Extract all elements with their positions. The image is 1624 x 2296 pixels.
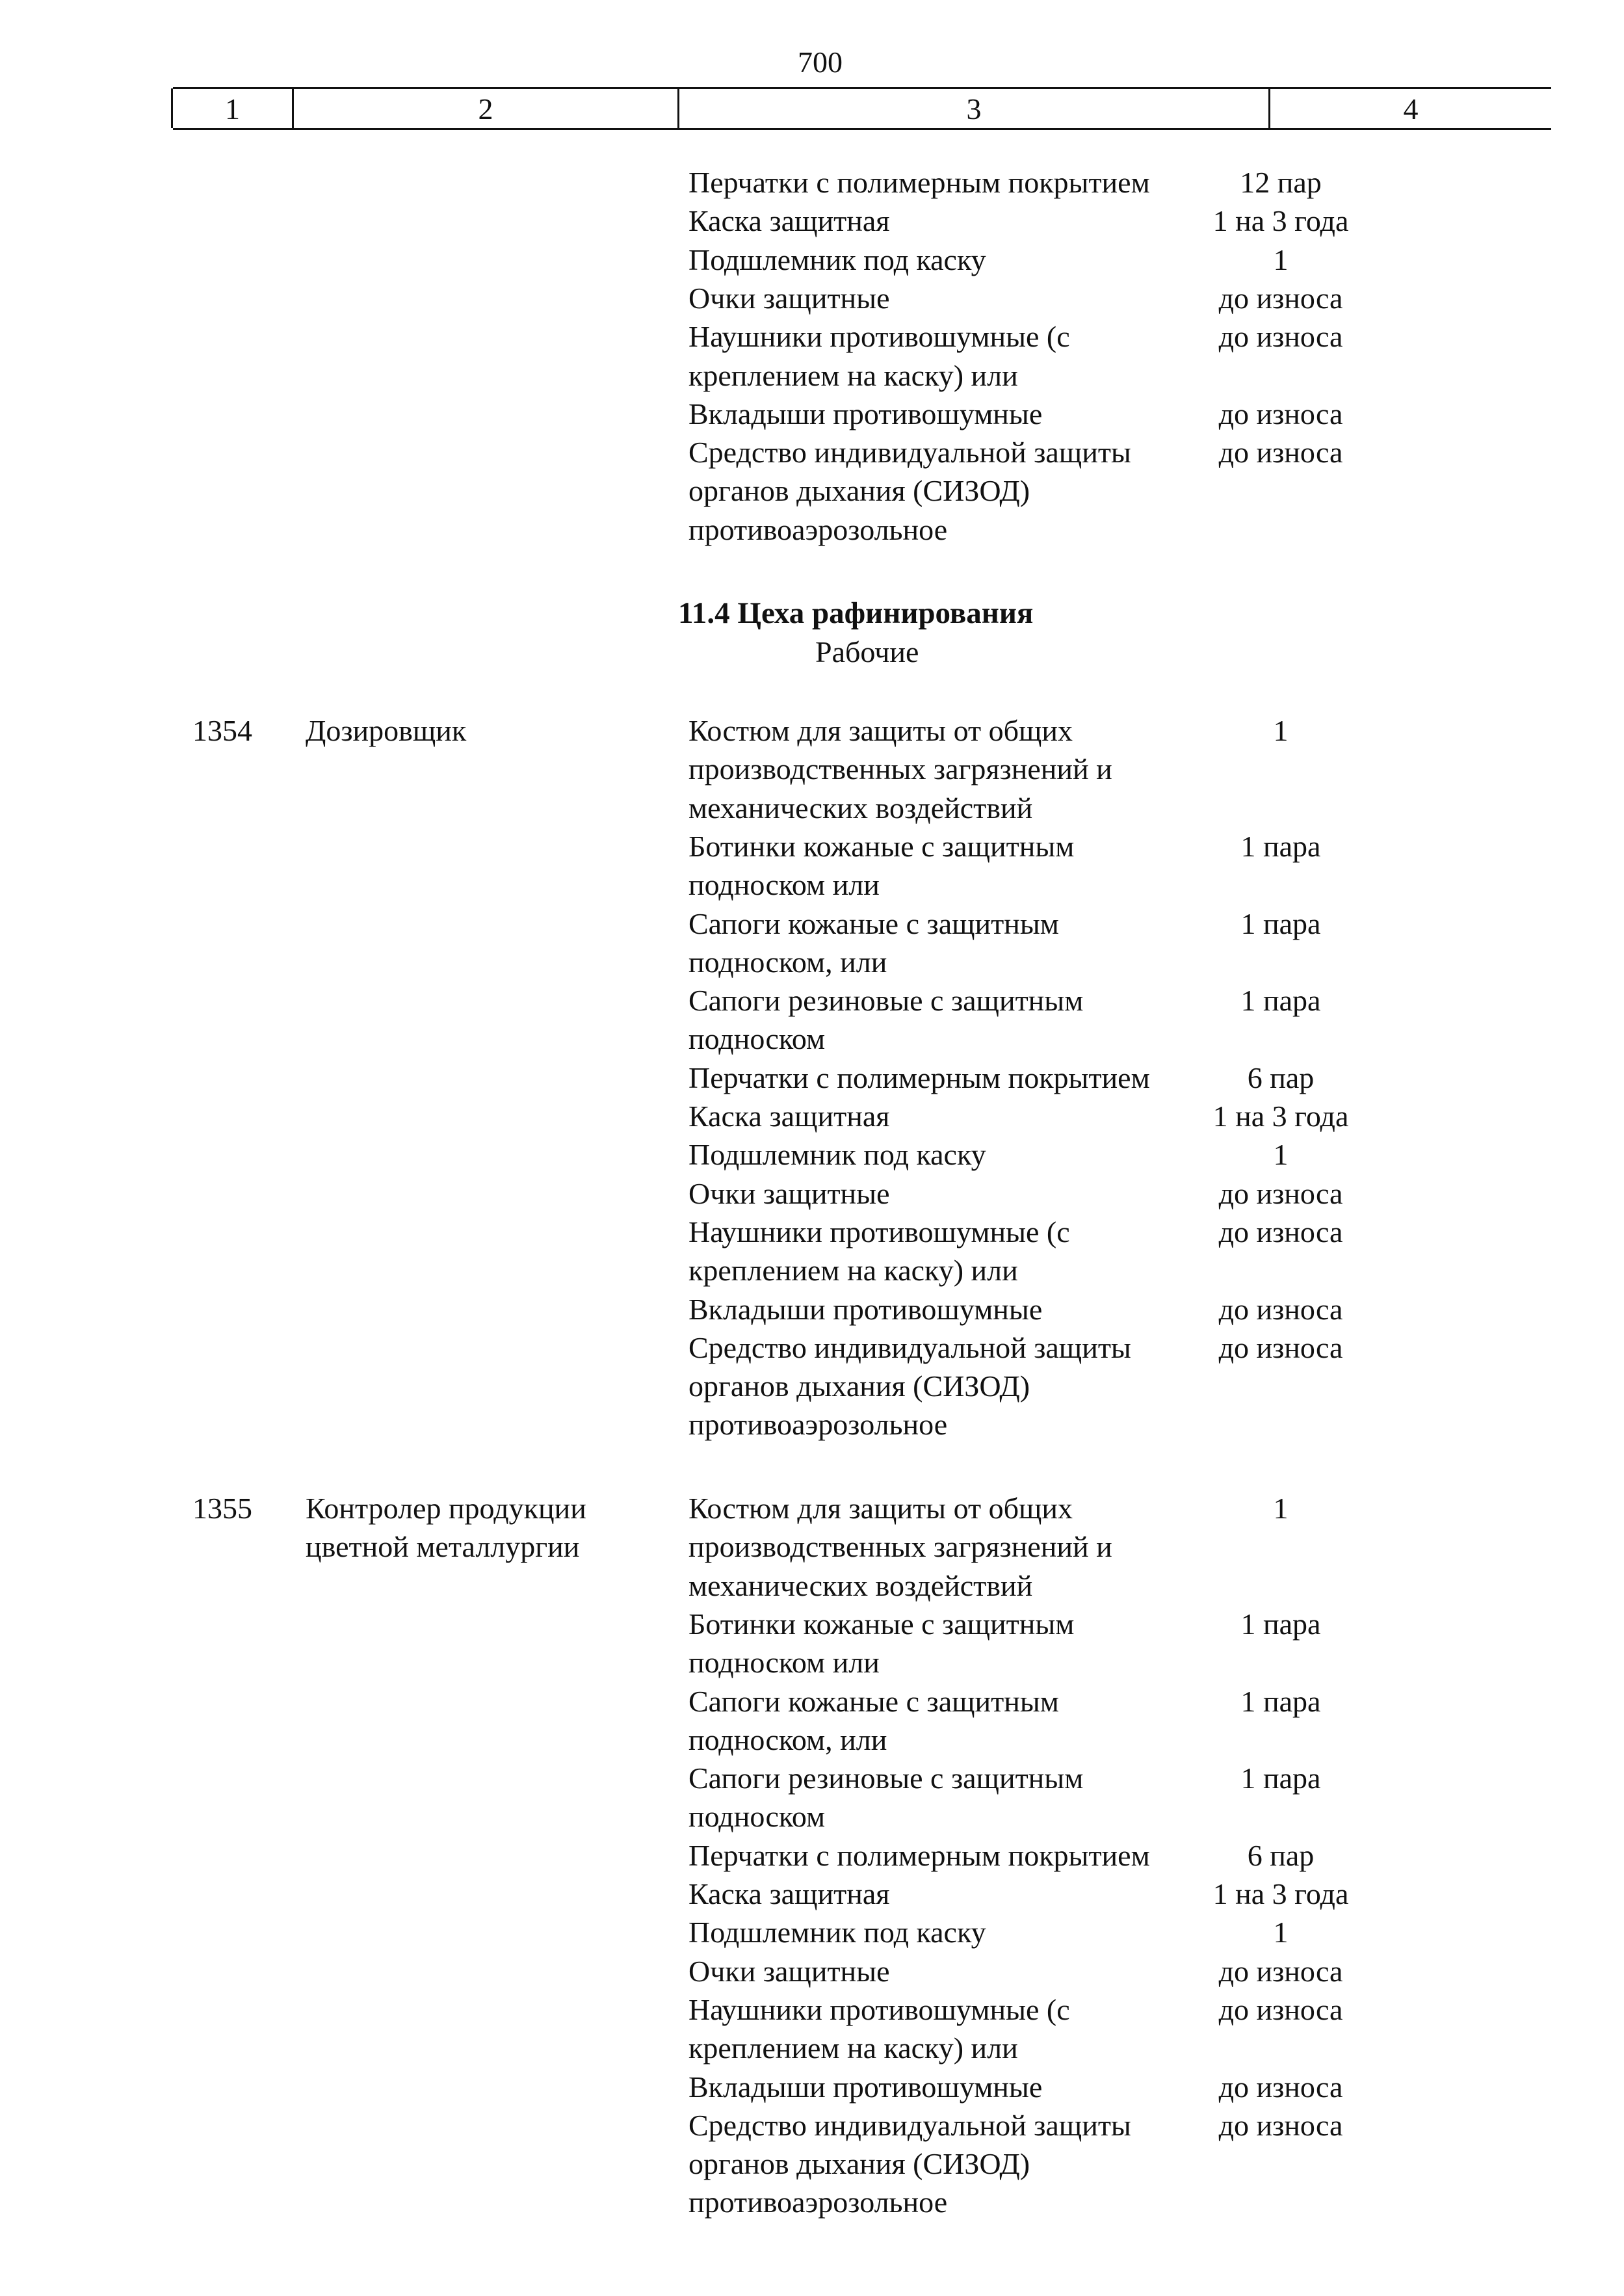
- header-col-2: 2: [478, 92, 493, 125]
- header-col-3: 3: [966, 92, 982, 125]
- continuation-line-item: противоаэрозольное: [688, 512, 948, 546]
- entry-line-item: Перчатки с полимерным покрытием: [688, 1838, 1150, 1872]
- entry-line-item: Костюм для защиты от общих: [688, 714, 1073, 747]
- entry-line-norm: до износа: [1218, 2108, 1343, 2142]
- header-col-1: 1: [225, 92, 240, 125]
- entry-line-norm: 1: [1273, 1138, 1289, 1172]
- entry-number: 1355: [192, 1492, 252, 1525]
- entry-line-item: подноском: [688, 1022, 826, 1056]
- table-header-row: [173, 87, 1551, 130]
- entry-line-norm: до износа: [1218, 2070, 1343, 2104]
- entry-line-item: производственных загрязнений и: [688, 1530, 1112, 1564]
- entry-line-item: Подшлемник под каску: [688, 1138, 986, 1172]
- entry-line-item: Сапоги резиновые с защитным: [688, 1762, 1084, 1795]
- entry-line-item: Сапоги кожаные с защитным: [688, 906, 1059, 940]
- entry-line-item: противоаэрозольное: [688, 2185, 948, 2219]
- continuation-line-norm: 1: [1273, 243, 1289, 276]
- entry-line-item: Вкладыши противошумные: [688, 1292, 1043, 1326]
- entry-line-item: Каска защитная: [688, 1877, 890, 1910]
- entry-line-norm: 1 пара: [1240, 1762, 1321, 1795]
- continuation-line-norm: до износа: [1218, 397, 1343, 430]
- entry-line-item: подноском или: [688, 868, 880, 902]
- page-number: 700: [798, 46, 843, 79]
- entry-line-item: Очки защитные: [688, 1954, 890, 1988]
- continuation-line-norm: 1 на 3 года: [1212, 204, 1349, 238]
- entry-line-item: Наушники противошумные (с: [688, 1215, 1070, 1248]
- entry-line-item: Средство индивидуальной защиты: [688, 1330, 1131, 1364]
- entry-line-item: Костюм для защиты от общих: [688, 1492, 1073, 1525]
- entry-line-item: Сапоги резиновые с защитным: [688, 984, 1084, 1018]
- entry-line-item: Сапоги кожаные с защитным: [688, 1684, 1059, 1718]
- entry-line-item: Каска защитная: [688, 1100, 890, 1133]
- entry-line-norm: 1 пара: [1240, 1607, 1321, 1641]
- entry-profession: Контролер продукции: [306, 1492, 586, 1525]
- entry-line-norm: 1 на 3 года: [1212, 1100, 1349, 1133]
- continuation-line-norm: 12 пар: [1240, 166, 1322, 199]
- entry-line-item: подноском или: [688, 1646, 880, 1680]
- entry-line-norm: 1 пара: [1240, 1684, 1321, 1718]
- continuation-line-item: Очки защитные: [688, 281, 890, 315]
- entry-line-norm: 1 на 3 года: [1212, 1877, 1349, 1910]
- entry-line-item: креплением на каску) или: [688, 2031, 1018, 2065]
- entry-line-norm: 6 пар: [1247, 1838, 1315, 1872]
- entry-line-norm: 1 пара: [1240, 984, 1321, 1018]
- entry-line-item: механических воздействий: [688, 791, 1033, 825]
- entry-line-norm: 6 пар: [1247, 1061, 1315, 1094]
- entry-profession: Дозировщик: [306, 714, 467, 747]
- continuation-line-item: Средство индивидуальной защиты: [688, 436, 1131, 469]
- continuation-line-item: Наушники противошумные (с: [688, 320, 1070, 354]
- entry-line-item: Вкладыши противошумные: [688, 2070, 1043, 2104]
- entry-line-norm: до износа: [1218, 1215, 1343, 1248]
- entry-line-item: Ботинки кожаные с защитным: [688, 829, 1075, 863]
- continuation-line-item: Вкладыши противошумные: [688, 397, 1043, 430]
- entry-line-item: Средство индивидуальной защиты: [688, 2108, 1131, 2142]
- continuation-line-item: Перчатки с полимерным покрытием: [688, 166, 1150, 199]
- entry-line-item: органов дыхания (СИЗОД): [688, 2147, 1030, 2181]
- entry-line-norm: до износа: [1218, 1954, 1343, 1988]
- entry-line-norm: до износа: [1218, 1292, 1343, 1326]
- continuation-line-item: органов дыхания (СИЗОД): [688, 474, 1030, 508]
- continuation-line-norm: до износа: [1218, 436, 1343, 469]
- entry-line-norm: до износа: [1218, 1176, 1343, 1210]
- header-col-4: 4: [1403, 92, 1419, 125]
- entry-line-norm: до износа: [1218, 1330, 1343, 1364]
- section-subtitle: Рабочие: [815, 635, 919, 668]
- entry-line-item: органов дыхания (СИЗОД): [688, 1369, 1030, 1403]
- entry-line-norm: до износа: [1218, 1992, 1343, 2026]
- entry-line-item: Подшлемник под каску: [688, 1916, 986, 1949]
- entry-line-item: Очки защитные: [688, 1176, 890, 1210]
- entry-line-item: Ботинки кожаные с защитным: [688, 1607, 1075, 1641]
- entry-line-item: производственных загрязнений и: [688, 752, 1112, 786]
- entry-line-norm: 1: [1273, 1916, 1289, 1949]
- entry-profession: цветной металлургии: [306, 1530, 580, 1564]
- entry-line-item: Наушники противошумные (с: [688, 1992, 1070, 2026]
- continuation-line-norm: до износа: [1218, 320, 1343, 354]
- entry-line-norm: 1 пара: [1240, 906, 1321, 940]
- entry-line-item: подноском, или: [688, 945, 887, 979]
- entry-line-item: Перчатки с полимерным покрытием: [688, 1061, 1150, 1094]
- continuation-line-norm: до износа: [1218, 281, 1343, 315]
- entry-line-item: противоаэрозольное: [688, 1408, 948, 1442]
- entry-line-norm: 1 пара: [1240, 829, 1321, 863]
- continuation-line-item: Подшлемник под каску: [688, 243, 986, 276]
- entry-line-item: креплением на каску) или: [688, 1254, 1018, 1287]
- continuation-line-item: креплением на каску) или: [688, 358, 1018, 392]
- entry-number: 1354: [192, 714, 252, 747]
- entry-line-norm: 1: [1273, 714, 1289, 747]
- entry-line-norm: 1: [1273, 1492, 1289, 1525]
- continuation-line-item: Каска защитная: [688, 204, 890, 238]
- entry-line-item: подноском, или: [688, 1722, 887, 1756]
- entry-line-item: механических воздействий: [688, 1568, 1033, 1602]
- section-title: 11.4 Цеха рафинирования: [678, 596, 1034, 630]
- entry-line-item: подноском: [688, 1800, 826, 1834]
